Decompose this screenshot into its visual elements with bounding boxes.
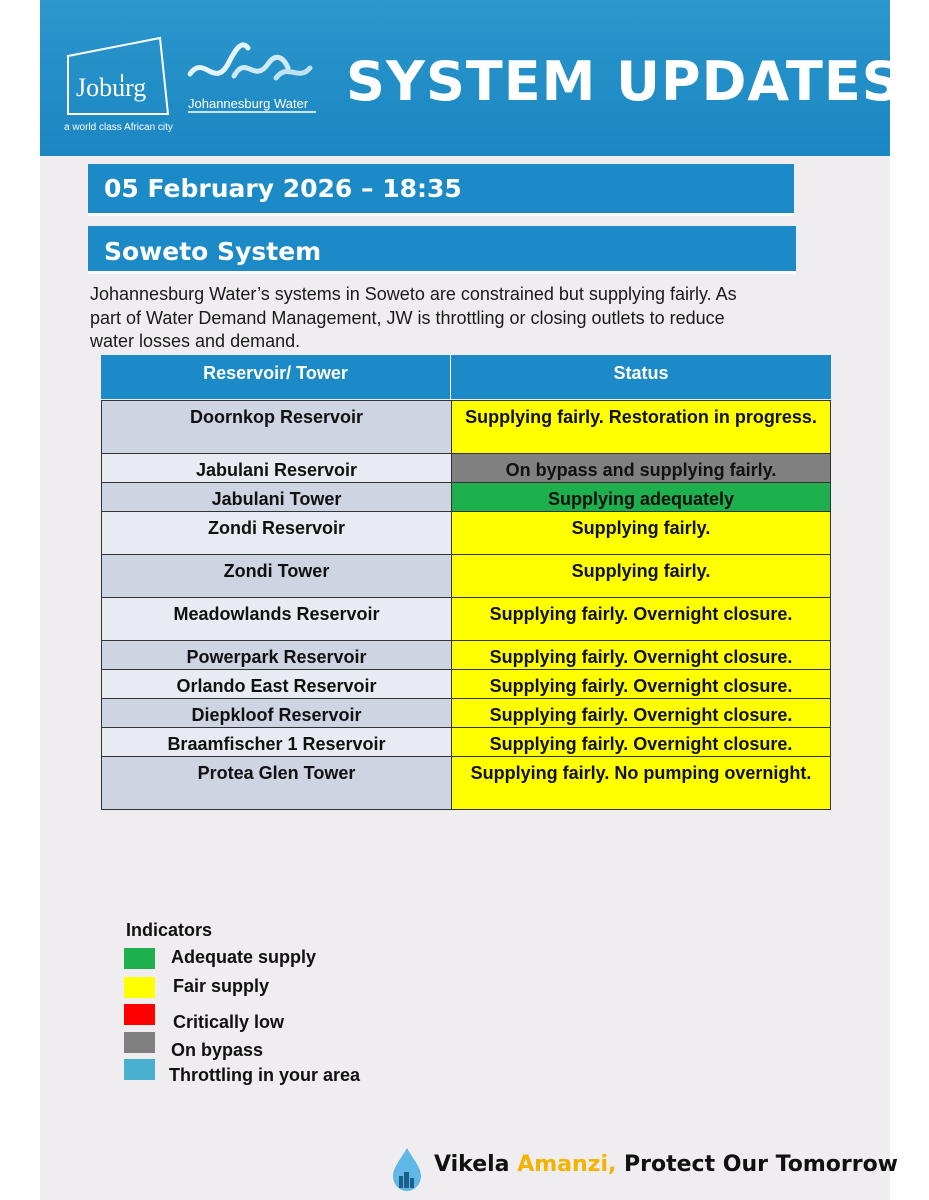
tagline: a world class African city [64, 122, 173, 133]
status-cell: Supplying fairly. [452, 555, 831, 598]
legend-label: Fair supply [173, 976, 270, 996]
table-row [102, 454, 831, 483]
status-cell: Supplying fairly. Overnight closure. [452, 641, 831, 670]
column-header-reservoir: Reservoir/ Tower [101, 355, 451, 399]
jw-logo-text: Johannesburg Water [188, 96, 309, 111]
date-time-banner: 05 February 2026 – 18:35 [88, 164, 794, 216]
reservoir-name: Diepkloof Reservoir [102, 699, 452, 728]
reservoir-name: Zondi Reservoir [102, 512, 452, 555]
table-header [101, 355, 831, 399]
table-row [102, 512, 831, 555]
table-row [102, 670, 831, 699]
reservoir-name: Protea Glen Tower [102, 757, 452, 810]
table-row [102, 757, 831, 810]
reservoir-name: Powerpark Reservoir [102, 641, 452, 670]
status-cell: Supplying fairly. Overnight closure. [452, 728, 831, 757]
joburg-logo [64, 36, 170, 116]
legend-swatch-green [124, 948, 155, 969]
status-cell: Supplying fairly. No pumping overnight. [452, 757, 831, 810]
footer-text-part1: Vikela [434, 1152, 518, 1177]
table-row [102, 555, 831, 598]
table-row [102, 728, 831, 757]
reservoir-name: Jabulani Tower [102, 483, 452, 512]
reservoir-name: Doornkop Reservoir [102, 401, 452, 454]
column-header-status: Status [613, 363, 669, 383]
legend-label: Throttling in your area [169, 1065, 361, 1085]
system-name-banner: Soweto System [88, 226, 796, 274]
reservoir-name: Orlando East Reservoir [102, 670, 452, 699]
status-table [101, 400, 831, 810]
status-cell: Supplying fairly. Overnight closure. [452, 598, 831, 641]
status-cell: Supplying fairly. Overnight closure. [452, 670, 831, 699]
water-drop-icon [390, 1146, 424, 1192]
footer-text-part2: Protect Our Tomorrow [616, 1152, 899, 1177]
status-cell: On bypass and supplying fairly. [452, 454, 831, 483]
reservoir-name: Zondi Tower [102, 555, 452, 598]
legend-label: On bypass [171, 1040, 264, 1060]
table-row [102, 699, 831, 728]
legend-swatch-grey [124, 1032, 155, 1053]
legend-swatch-blue [124, 1059, 155, 1080]
legend-swatch-yellow [124, 977, 155, 998]
joburg-logo-text: Joburg [76, 73, 147, 102]
status-cell: Supplying fairly. [452, 512, 831, 555]
table-row [102, 598, 831, 641]
status-cell: Supplying fairly. Overnight closure. [452, 699, 831, 728]
page-title: SYSTEM UPDATES [346, 50, 902, 113]
footer-text-accent: Amanzi, [517, 1152, 617, 1177]
legend-label: Critically low [173, 1012, 285, 1032]
legend-label: Adequate supply [171, 947, 317, 967]
table-row [102, 483, 831, 512]
reservoir-name: Jabulani Reservoir [102, 454, 452, 483]
footer-text [434, 1152, 898, 1177]
legend-title: Indicators [126, 920, 213, 940]
reservoir-name: Braamfischer 1 Reservoir [102, 728, 452, 757]
status-cell: Supplying fairly. Restoration in progress. [452, 401, 831, 454]
johannesburg-water-logo [184, 34, 320, 116]
legend-swatch-red [124, 1004, 155, 1025]
table-row [102, 401, 831, 454]
table-row [102, 641, 831, 670]
reservoir-name: Meadowlands Reservoir [102, 598, 452, 641]
intro-paragraph: Johannesburg Water’s systems in Soweto are constrained but supplying fairly. As part of Water Demand Management, JW is throttling or closing outlets to reduce water losses and demand. [90, 284, 737, 351]
status-cell: Supplying adequately [452, 483, 831, 512]
